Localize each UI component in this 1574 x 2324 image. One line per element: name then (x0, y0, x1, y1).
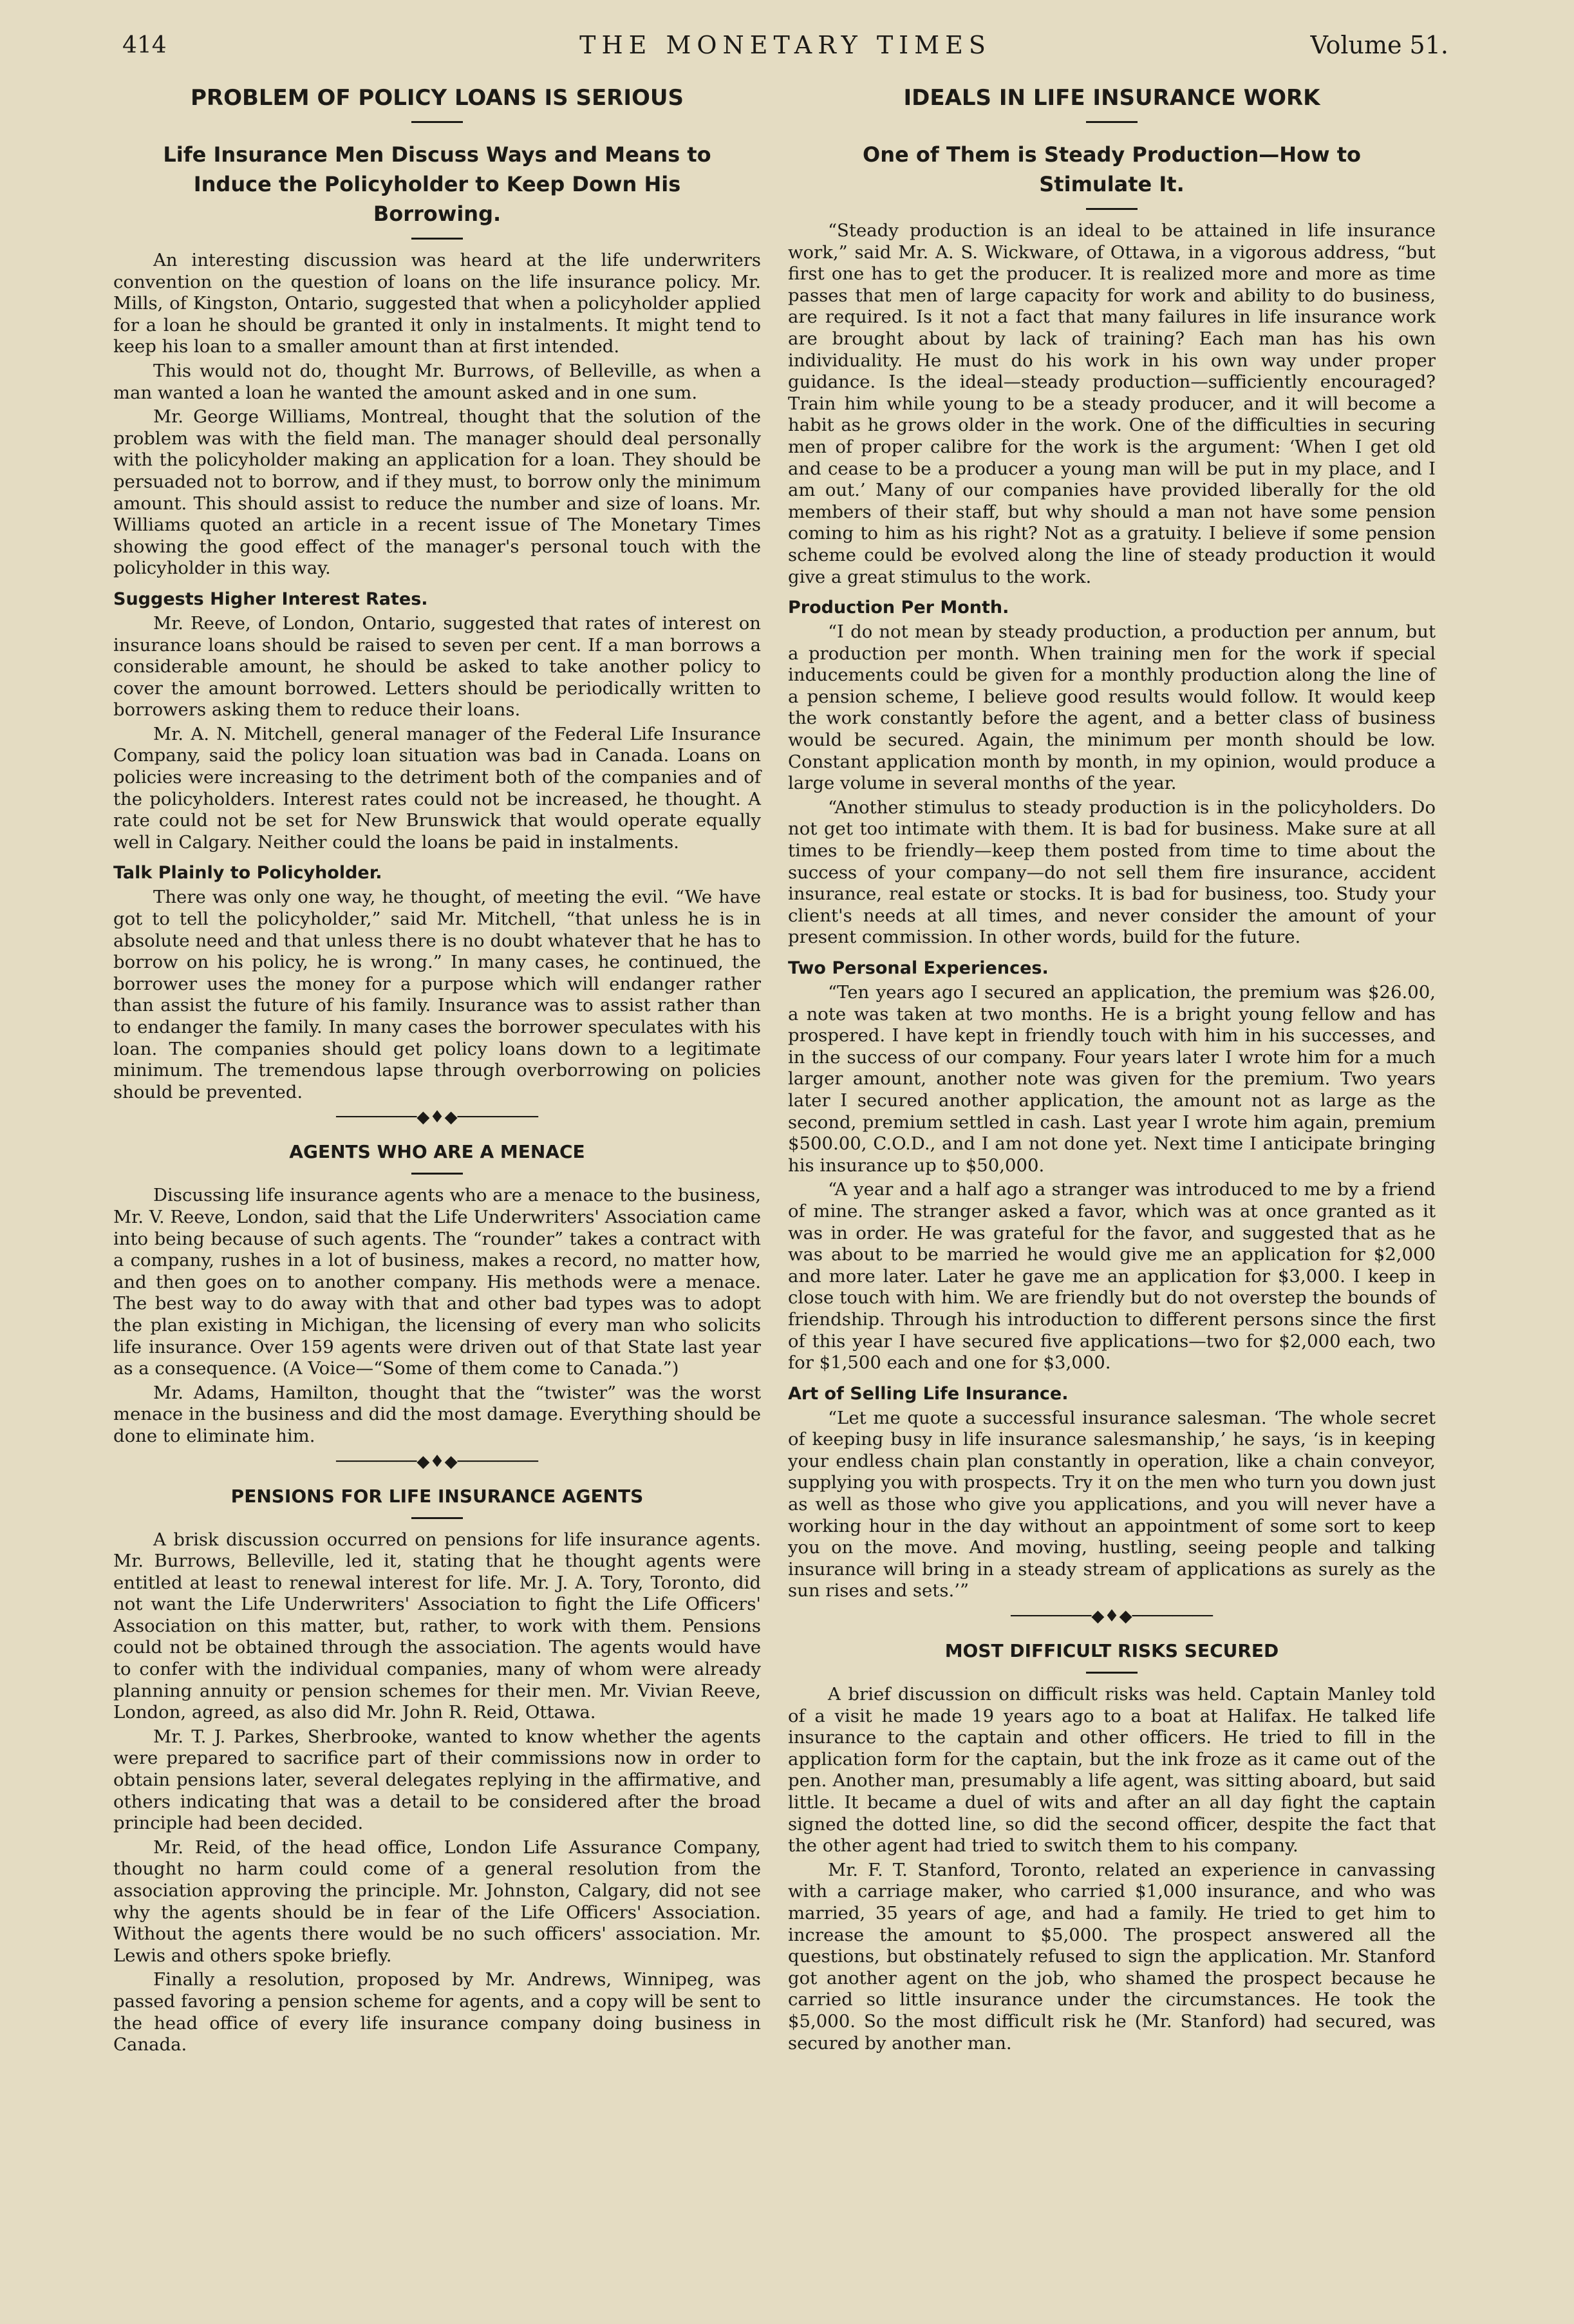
paragraph: Finally a resolution, proposed by Mr. Andrews, Winnipeg, was passed favoring a pension scheme for agents, and a copy will be sent to the head office of every life insurance company doing business in Canada. (113, 1969, 761, 2055)
divider-rule (1086, 208, 1138, 210)
divider-rule (411, 238, 463, 240)
section-heading: Talk Plainly to Policyholder. (113, 863, 382, 883)
paragraph: “Ten years ago I secured an application, the premium was $26.00, a note was taken at two months. He is a bright young fellow and has prospered. I have kept in friendly touch with him in his successes, and in the success of our company. Four years later I wrote him for a much larger amount, another note was given for the premium. Two years later I secured another application, the amount not as large as the second, premium settled in cash. Last year I wrote him again, premium $500.00, C.O.D., and I am not done yet. Next time I anticipate bringing his insurance up to $50,000. (788, 982, 1436, 1176)
divider-rule (411, 121, 463, 123)
paragraph: Mr. George Williams, Montreal, thought that the solution of the problem was with the field man. The manager should deal personally with the policyholder making an application for a loan. They should be persuaded not to borrow, and if they must, to borrow only the minimum amount. This should assist to reduce the number and size of loans. Mr. Williams quoted an article in a recent issue of The Monetary Times showing the good effect of the manager's personal touch with the policyholder in this way. (113, 406, 761, 579)
divider-rule (1086, 1672, 1138, 1674)
paragraph: Mr. T. J. Parkes, Sherbrooke, wanted to know whether the agents were prepared to sacrifice part of their commissions now in order to obtain pensions later, several delegates replying in the affirmative, and others indicating that was a detail to be considered after the broad principle had been decided. (113, 1726, 761, 1834)
paragraph: “A year and a half ago a stranger was introduced to me by a friend of mine. The stranger asked a favor, which was at once granted as it was in order. He was grateful for the favor, and suggested that as he was about to be married he would give me an application for $2,000 and more later. Later he gave me an application for $3,000. I keep in close touch with him. We are friendly but do not overstep the bounds of friendship. Through his introduction to different persons since the first of this year I have secured five applications—two for $2,000 each, two for $1,500 each and one for $3,000. (788, 1179, 1436, 1374)
article-title: PROBLEM OF POLICY LOANS IS SERIOUS (190, 85, 684, 111)
section-heading: Two Personal Experiences. (788, 958, 1049, 978)
section-heading: Art of Selling Life Insurance. (788, 1383, 1069, 1404)
paragraph: A brisk discussion occurred on pensions for life insurance agents. Mr. Burrows, Belleville, led it, stating that he thought agents were entitled at least to renewal interest for life. Mr. J. A. Tory, Toronto, did not want the Life Underwriters' Association to fight the Life Officers' Association on this matter, but, rather, to work with them. Pensions could not be obtained through the association. The agents would have to confer with the individual companies, many of whom were already planning annuity or pension schemes for their men. Mr. Vivian Reeve, London, agreed, as also did Mr. John R. Reid, Ottawa. (113, 1529, 761, 1723)
paragraph: “Another stimulus to steady production is in the policyholders. Do not get too intimate with them. It is bad for business. Make sure at all times to be friendly—keep them posted from time to time about the success of your company—do not sell them fire insurance, accident insurance, real estate or stocks. It is bad for business, too. Study your client's needs at all times, and never consider the amount of your present commission. In other words, build for the future. (788, 797, 1436, 948)
divider-rule (1086, 121, 1138, 123)
paragraph: Discussing life insurance agents who are a menace to the business, Mr. V. Reeve, London, said that the Life Underwriters' Association came into being because of such agents. The “rounder” takes a contract with a company, rushes in a lot of business, makes a record, no matter how, and then goes on to another company. His methods were a menace. The best way to do away with that and other bad types was to adopt the plan existing in Michigan, the licensing of every man who solicits life insurance. Over 159 agents were driven out of that State last year as a consequence. (A Voice—“Some of them come to Canada.”) (113, 1185, 761, 1379)
paragraph: “I do not mean by steady production, a production per annum, but a production per month. When training men for the work if special inducements could be given for a monthly production along the line of a pension scheme, I believe good results would follow. It would keep the work constantly before the agent, and a better class of business would be secured. Again, the minimum per month should be low. Constant application month by month, in my opinion, would produce a large volume in several months of the year. (788, 621, 1436, 794)
paragraph: Mr. A. N. Mitchell, general manager of the Federal Life Insurance Company, said the policy loan situation was bad in Canada. Loans on policies were increasing to the detriment both of the companies and of the policyholders. Interest rates could not be increased, he thought. A rate could not be set for New Brunswick that would operate equally well in Calgary. Neither could the loans be paid in instalments. (113, 723, 761, 853)
divider-rule (411, 1173, 463, 1175)
article-policy-loans (113, 84, 761, 1103)
paragraph: “Let me quote a successful insurance salesman. ‘The whole secret of keeping busy in life insurance salesmanship,’ he says, ‘is in keeping your endless chain plan constantly in operation, like a chain conveyor, supplying you with prospects. Try it on the men who turn you down just as well as those who give you applications, and you will never have a working hour in the day without an appointment of some sort to keep you on the move. And moving, hustling, seeing people and talking insurance will bring in a steady stream of applications as surely as the sun rises and sets.’” (788, 1407, 1436, 1601)
section-heading: Production Per Month. (788, 598, 1009, 618)
article-difficult-risks (788, 1639, 1436, 2054)
paragraph: There was only one way, he thought, of meeting the evil. “We have got to tell the policyholder,” said Mr. Mitchell, “that unless he is in absolute need and that unless there is no doubt whatever that he has to borrow on his policy, he is wrong.” In many cases, he continued, the borrower uses the money for a purpose which will endanger rather than assist the future of his family. Insurance was to assist rather than to endanger the family. In many cases the borrower speculates with his loan. The companies should get policy loans down to a legitimate minimum. The tremendous lapse through overborrowing on policies should be prevented. (113, 887, 761, 1102)
article-subtitle: Life Insurance Men Discuss Ways and Means to Induce the Policyholder to Keep Down His Borrowing. (163, 142, 711, 226)
page-header (122, 28, 1448, 61)
paragraph: Mr. Reeve, of London, Ontario, suggested that rates of interest on insurance loans should be raised to seven per cent. If a man borrows a considerable amount, he should be asked to take another policy to cover the amount borrowed. Letters should be periodically written to borrowers asking them to reduce their loans. (113, 612, 761, 721)
paragraph: This would not do, thought Mr. Burrows, of Belleville, as when a man wanted a loan he wanted the amount asked and in one sum. (113, 360, 761, 403)
paragraph: An interesting discussion was heard at the life underwriters convention on the question of loans on the life insurance policy. Mr. Mills, of Kingston, Ontario, suggested that when a policyholder applied for a loan he should be granted it only in instalments. It might tend to keep his loan to a smaller amount than at first intended. (113, 250, 761, 357)
section-heading: Suggests Higher Interest Rates. (113, 589, 428, 609)
paragraph: A brief discussion on difficult risks was held. Captain Manley told of a visit he made 19 years ago to a boat at Halifax. He talked life insurance to the captain and other officers. He tried to fill in the application form for the captain, but the ink froze as it came out of the pen. Another man, presumably a life agent, was sitting aboard, but said little. It became a duel of wits and after an all day fight the captain signed the dotted line, so did the second officer, despite the fact that the other agent had tried to switch them to his company. (788, 1684, 1436, 1856)
divider-rule (411, 1517, 463, 1519)
ornament-divider-icon: ────────◆♦◆──────── (336, 1451, 538, 1471)
volume-label: Volume 51. (1310, 31, 1448, 59)
article-title: AGENTS WHO ARE A MENACE (289, 1141, 585, 1163)
page-number: 414 (122, 32, 167, 59)
paragraph: Mr. Adams, Hamilton, thought that the “twister” was the worst menace in the business and did the most damage. Everything should be done to eliminate him. (113, 1382, 761, 1446)
article-agents-menace (113, 1140, 761, 1447)
article-title: PENSIONS FOR LIFE INSURANCE AGENTS (230, 1485, 644, 1507)
paragraph: Mr. F. T. Stanford, Toronto, related an experience in canvassing with a carriage maker, who carried $1,000 insurance, and who was married, 35 years of age, and had a family. He tried to get him to increase the amount to $5,000. The prospect answered all the questions, but obstinately refused to sign the application. Mr. Stanford got another agent on the job, who shamed the prospect because he carried so little insurance under the circumstances. He took the $5,000. So the most difficult risk he (Mr. Stanford) had secured, was secured by another man. (788, 1859, 1436, 2054)
article-title: IDEALS IN LIFE INSURANCE WORK (903, 85, 1320, 111)
ornament-divider-icon: ────────◆♦◆──────── (336, 1108, 538, 1128)
publication-title: THE MONETARY TIMES (579, 31, 991, 59)
article-title: MOST DIFFICULT RISKS SECURED (944, 1640, 1279, 1662)
left-column (113, 76, 761, 2059)
paragraph: Mr. Reid, of the head office, London Life Assurance Company, thought no harm could come of a general resolution from the association approving the principle. Mr. Johnston, Calgary, did not see why the agents should be in fear of the Life Officers' Association. Without the agents there would be no such officers' association. Mr. Lewis and others spoke briefly. (113, 1837, 761, 1966)
paragraph: “Steady production is an ideal to be attained in life insurance work,” said Mr. A. S. Wickware, of Ottawa, in a vigorous address, “but first one has to get the producer. It is realized more and more as time passes that men of large capacity for work and ability to do business, are required. Is it not a fact that many failures in life insurance work are brought about by lack of training? Each man has his own individuality. He must do his work in his own way under proper guidance. Is the ideal—steady production—sufficiently encouraged? Train him while young to be a steady producer, and it will become a habit as he grows older in the work. One of the difficulties in securing men of proper calibre for the work is the argument: ‘When I get old and cease to be a producer a young man will be put in my place, and I am out.’ Many of our companies have provided liberally for the old members of their staff, but why should a man not have some pension coming to him as his right? Not as a gratuity. I believe if some pension scheme could be evolved along the line of steady production it would give a great stimulus to the work. (788, 220, 1436, 587)
right-column (788, 76, 1436, 2057)
article-subtitle: One of Them is Steady Production—How to Stimulate It. (862, 142, 1362, 196)
article-ideals (788, 84, 1436, 1602)
article-pensions (113, 1485, 761, 2056)
ornament-divider-icon: ────────◆♦◆──────── (1011, 1607, 1213, 1627)
